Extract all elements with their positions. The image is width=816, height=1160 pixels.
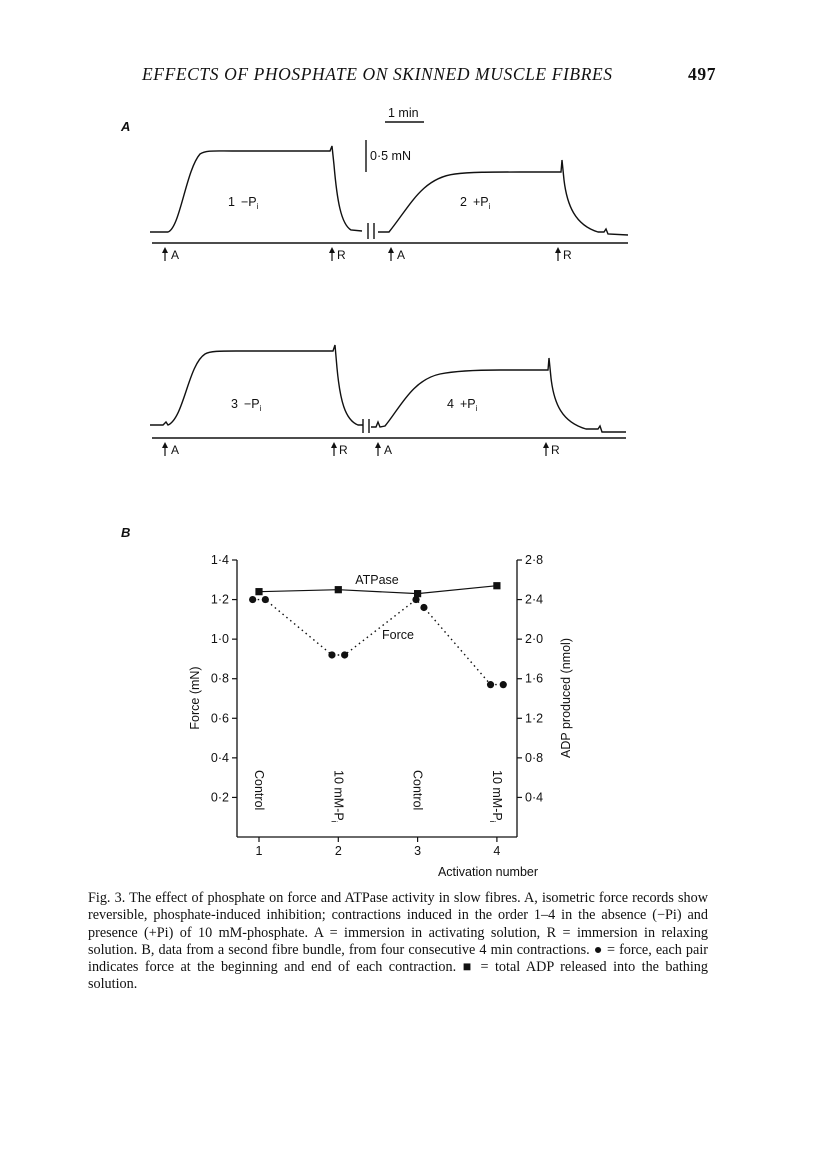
marker-label: R — [339, 443, 348, 457]
atpase-point — [414, 590, 421, 597]
x-tick-label: 3 — [414, 844, 422, 858]
panel-a-label: A — [121, 119, 131, 134]
caption-figure-label: Fig. 3. — [88, 890, 126, 906]
trace-label-1: $1 -P_i$ — [228, 195, 259, 211]
y-tick-label-right: 0·4 — [525, 790, 544, 805]
y-tick-label-left: 1·2 — [210, 592, 229, 607]
y-tick-label-left: 1·4 — [210, 553, 229, 567]
trace-label-3: $3 -P_i$ — [231, 397, 262, 413]
y-tick-label-right: 1·6 — [525, 671, 544, 686]
marker-label: R — [337, 248, 346, 262]
y-axis-label-left: Force (mN) — [188, 666, 202, 730]
relax-marker-3 — [331, 442, 348, 457]
x-axis-label: Activation number — [437, 865, 539, 879]
force-point — [249, 596, 256, 603]
activate-marker-4 — [375, 442, 392, 457]
atpase-point — [335, 586, 342, 593]
y-tick-label-left: 0·6 — [210, 711, 229, 726]
force-trace-4 — [371, 358, 626, 432]
condition-label: Control — [410, 770, 425, 811]
x-tick-label: 2 — [334, 844, 342, 858]
marker-label: A — [171, 443, 180, 457]
relax-marker-2 — [555, 247, 572, 262]
marker-label: A — [384, 443, 393, 457]
y-tick-label-right: 2·8 — [525, 553, 544, 567]
caption-body: The effect of phosphate on force and ATPase activity in slow fibres. A, isometric force records show reversible, phosphate-induced inhibition; contractions induced in the order 1–4 in the absence (−Pi) and presence (+Pi) of 10 mM-phosphate. A = immersion in activating solution, R = immersion in relaxing solution. B, data from a second fibre bundle, from four consecutive 4 min contractions. ● = force, each pair indicates force at the beginning and end of each contraction. ■ = total ADP released into the bathing solution. — [88, 890, 708, 993]
y-axis-label-right: ADP produced (nmol) — [559, 638, 573, 758]
legend-force: Force — [382, 628, 414, 642]
caption-text — [88, 890, 708, 994]
force-point — [341, 651, 348, 658]
marker-label: R — [563, 248, 572, 262]
force-trace-1 — [150, 146, 362, 232]
y-tick-label-left: 0·2 — [210, 790, 229, 805]
trace-break-1 — [368, 223, 374, 239]
marker-label: A — [397, 248, 406, 262]
activate-marker-1 — [162, 247, 179, 262]
force-point — [420, 604, 427, 611]
panel-a-traces — [150, 122, 628, 438]
legend-atpase: ATPase — [355, 573, 399, 587]
condition-label: 10 $mM-P_i$ — [329, 770, 346, 823]
marker-label: R — [551, 443, 560, 457]
condition-label: Control — [252, 770, 266, 811]
panel-b-chart — [188, 553, 573, 879]
trace-labels — [228, 195, 491, 413]
atpase-point — [255, 588, 262, 595]
running-title: EFFECTS OF PHOSPHATE ON SKINNED MUSCLE FIBRES — [142, 64, 613, 84]
force-point — [500, 681, 507, 688]
force-scale-label: 0·5 mN — [370, 149, 411, 163]
y-tick-label-left: 1·0 — [210, 632, 229, 647]
relax-marker-4 — [543, 442, 560, 457]
time-scale-label: 1 min — [388, 106, 419, 120]
force-trace-2 — [378, 160, 628, 235]
trace-label-2: $2 +P_i$ — [460, 195, 491, 211]
x-tick-label: 4 — [493, 844, 501, 858]
marker-label: A — [171, 248, 180, 262]
relax-marker-1 — [329, 247, 346, 262]
atpase-point — [493, 582, 500, 589]
stimulus-markers — [162, 247, 572, 457]
trace-break-2 — [363, 419, 369, 433]
panel-b-label: B — [121, 525, 131, 540]
force-point — [328, 651, 335, 658]
trace-label-4: $4 +P_i$ — [447, 397, 478, 413]
force-point — [262, 596, 269, 603]
activate-marker-3 — [162, 442, 179, 457]
force-trace-3 — [150, 345, 363, 425]
figure-caption — [88, 890, 708, 994]
y-tick-label-right: 2·4 — [525, 592, 544, 607]
y-tick-label-right: 0·8 — [525, 750, 544, 765]
series-line-force — [253, 600, 504, 685]
force-point — [487, 681, 494, 688]
page-number: 497 — [688, 64, 717, 84]
condition-label: 10 $mM-P_i$ — [487, 770, 504, 823]
y-tick-label-right: 1·2 — [525, 711, 544, 726]
y-tick-label-left: 0·4 — [210, 750, 229, 765]
y-tick-label-right: 2·0 — [525, 632, 544, 647]
x-tick-label: 1 — [255, 844, 263, 858]
y-tick-label-left: 0·8 — [210, 671, 229, 686]
activate-marker-2 — [388, 247, 405, 262]
